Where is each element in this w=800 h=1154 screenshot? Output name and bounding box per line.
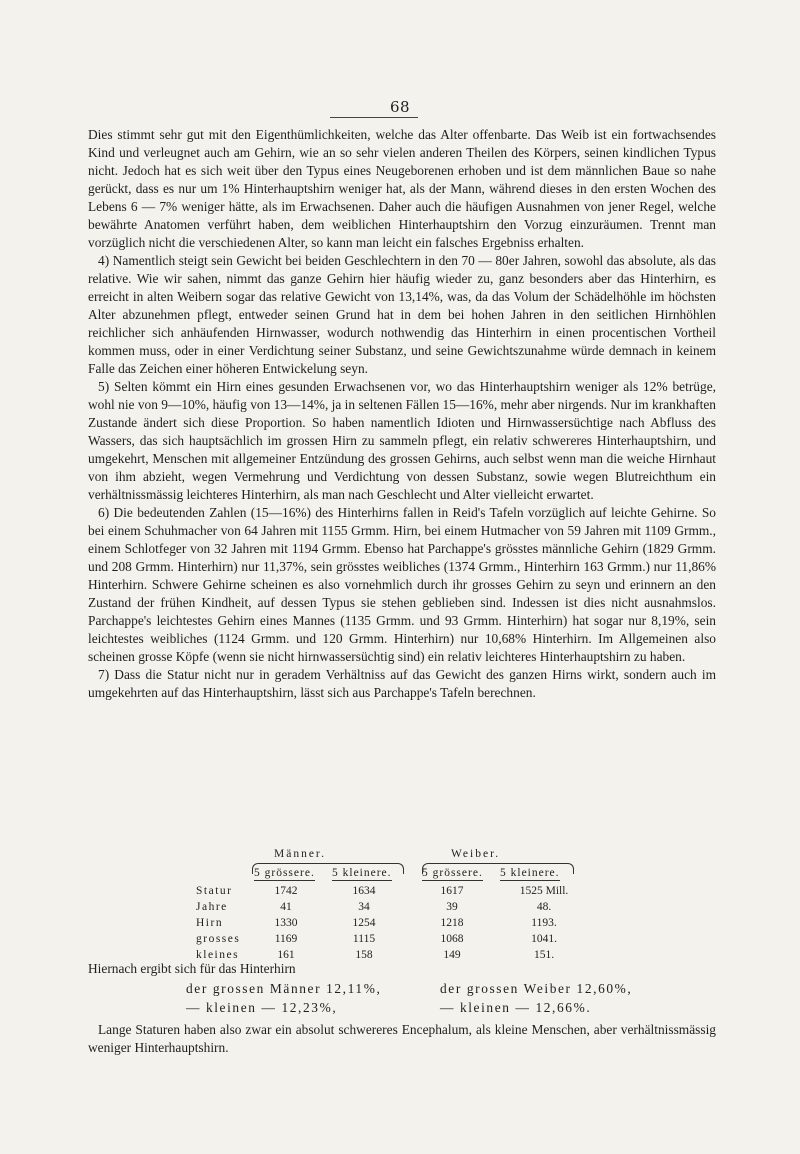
table-cell: 1742 — [274, 885, 298, 897]
summary-men-small — [186, 999, 337, 1017]
summary-women-large — [440, 980, 632, 998]
table-cell: 1634 — [352, 885, 376, 897]
row-label: Jahre — [196, 901, 228, 913]
column-header: 5 grössere. — [254, 867, 315, 879]
summary-intro: Hiernach ergibt sich für das Hinterhirn — [88, 961, 296, 976]
result-text: — kleinen — 12,23%, — [186, 1000, 338, 1015]
row-label: kleines — [196, 949, 240, 961]
result-text: der grossen Männer 12,11%, — [186, 981, 382, 996]
column-header: 5 kleinere. — [500, 867, 560, 879]
body-text — [88, 126, 716, 702]
summary-women-small — [440, 999, 591, 1017]
table-cell: 1254 — [352, 917, 376, 929]
table-cell: 1525 Mill. — [519, 885, 569, 897]
result-text: der grossen Weiber 12,60%, — [440, 981, 633, 996]
table-cell: 1169 — [274, 933, 298, 945]
row-label: Statur — [196, 885, 233, 897]
summary-men-large — [186, 980, 381, 998]
table-cell: 1041. — [531, 933, 557, 945]
table-cell: 158 — [355, 949, 373, 961]
table-cell: 1330 — [274, 917, 298, 929]
paragraph-7: 7) Dass die Statur nicht nur in geradem Verhältniss auf das Gewicht des ganzen Hirns wirkt, sondern auch im umgekehrten auf das Hinterhauptshirn, lässt sich aus Parchappe's Tafeln berechnen. — [88, 667, 716, 700]
column-header: 5 grössere. — [422, 867, 483, 879]
row-label: Hirn — [196, 917, 224, 929]
group-header-weiber: Weiber. — [451, 848, 501, 860]
table-cell: 48. — [536, 901, 552, 913]
table-row — [196, 885, 586, 901]
paragraph-3-end: Dies stimmt sehr gut mit den Eigenthümlichkeiten, welche das Alter offenbarte. Das Weib ist ein fortwachsendes Kind und verleugnet auch am Gehirn, wie an so sehr vielen anderen Theilen des Körpers, seinen kindlichen Typus nicht. Jedoch hat es sich weit über den Typus eines Neugeborenen erhoben und ist dem männlichen Baue so nahe gerückt, dass es nur um 1% Hinterhauptshirn weniger hat, als der Mann, während dieses in den ersten Wochen des Lebens 6 — 7% weniger hätte, als im Erwachsenen. Daher auch die häufigen Ausnahmen von jener Regel, welche bewährte Anatomen verführt haben, dem weiblichen Hinterhauptshirn den Vorzug einzuräumen. Trennt man vorzüglich nicht die verschiedenen Alter, so kann man leicht ein falsches Ergebniss erhalten. — [88, 127, 716, 250]
table-row — [196, 901, 586, 917]
group-header-maenner: Männer. — [274, 848, 327, 860]
table-cell: 161 — [277, 949, 295, 961]
column-header: 5 kleinere. — [332, 867, 392, 879]
paragraph-6: 6) Die bedeutenden Zahlen (15—16%) des Hinterhirns fallen in Reid's Tafeln vorzüglich auf leichte Gehirne. So bei einem Schuhmacher von 64 Jahren mit 1155 Grmm. Hirn, bei einem Hutmacher von 59 Jahren mit 1109 Grmm., einem Schlotfeger von 32 Jahren mit 1194 Grmm. Ebenso hat Parchappe's grösstes männliche Gehirn (1829 Grmm. und 208 Grmm. Hinterhirn) nur 11,37%, sein grösstes weibliches (1374 Grmm., Hinterhirn 163 Grmm.) nur 11,86% Hinterhirn. Schwere Gehirne scheinen es also vornehmlich durch ihr grosses Gehirn zu seyn und erinnern an den Zustand der frühen Kindheit, auf dessen Typus sie stehen geblieben sind. Indessen ist dies nicht ausnahmslos. Parchappe's leichtestes Gehirn eines Mannes (1135 Grmm. und 93 Grmm. Hinterhirn) hat sogar nur 8,19%, sein leichtestes weibliches (1124 Grmm. und 120 Grmm. Hinterhirn) nur 10,68% Hinterhirn. Im Allgemeinen also scheinen grosse Köpfe (wenn sie nicht hirnwassersüchtig sind) ein relativ leichteres Hinterhauptshirn zu haben. — [88, 505, 716, 664]
table-cell: 149 — [443, 949, 461, 961]
table-row — [196, 917, 586, 933]
paragraph-5: 5) Selten kömmt ein Hirn eines gesunden Erwachsenen vor, wo das Hinterhauptshirn weniger als 12% betrüge, wohl nie von 9—10%, häufig von 13—14%, ja in seltenen Fällen 15—16%, mehr aber nirgends. Nur im krankhaften Zustande ändert sich diese Proportion. So haben namentlich Idioten und Hirnwassersüchtige nach Abfluss des Wassers, das sich hauptsächlich im grossen Hirn zu sammeln pflegt, ein relativ schwereres Hinterhauptshirn, und umgekehrt, Menschen mit allgemeiner Entzündung des grossen Gehirns, auch selbst wenn man die weiche Hirnhaut von ihm abzieht, wegen Vermehrung und Verdichtung von dessen Substanz, sowie wegen Blutreichthum ein verhältnissmässig leichteres Hinterhirn, als man nach Geschlecht und Alter vielleicht erwartet. — [88, 379, 716, 502]
result-text: — kleinen — 12,66%. — [440, 1000, 592, 1015]
table-cell: 41 — [280, 901, 292, 913]
table-cell: 1115 — [352, 933, 376, 945]
table-cell: 1193. — [531, 917, 557, 929]
page-number-rule — [330, 117, 418, 118]
table-cell: 151. — [533, 949, 555, 961]
table-cell: 1218 — [440, 917, 464, 929]
table-cell: 34 — [358, 901, 370, 913]
table-row — [196, 933, 586, 949]
table-cell: 1617 — [440, 885, 464, 897]
page-number: 68 — [389, 98, 411, 116]
closing-paragraph: Lange Staturen haben also zwar ein absolut schwereres Encephalum, als kleine Menschen, aber verhältnissmässig weniger Hinterhauptshirn. — [88, 1022, 716, 1055]
row-label: grosses — [196, 933, 241, 945]
table-cell: 1068 — [440, 933, 464, 945]
paragraph-4: 4) Namentlich steigt sein Gewicht bei beiden Geschlechtern in den 70 — 80er Jahren, sowohl das absolute, als das relative. Wie wir sahen, nimmt das ganze Gehirn hier häufig wieder zu, ganz besonders aber das Hinterhirn, es erreicht in alten Weibern sogar das relative Gewicht von 13,14%, was, da das Volum der Schädelhöhle im höchsten Alter abzunehmen pflegt, entweder seinen Grund hat in dem bei hohen Jahren in den seitlichen Hirnhöhlen reichlicher sich anhäufenden Hirnwasser, wodurch nothwendig das Hinterhirn in einen procentischen Vortheil kommen muss, oder in einer Verdichtung seiner Substanz, und seine Gewichtszunahme würde demnach in keinem Falle das Zeichen einer höheren Entwickelung seyn. — [88, 253, 716, 376]
table-cell: 39 — [446, 901, 458, 913]
